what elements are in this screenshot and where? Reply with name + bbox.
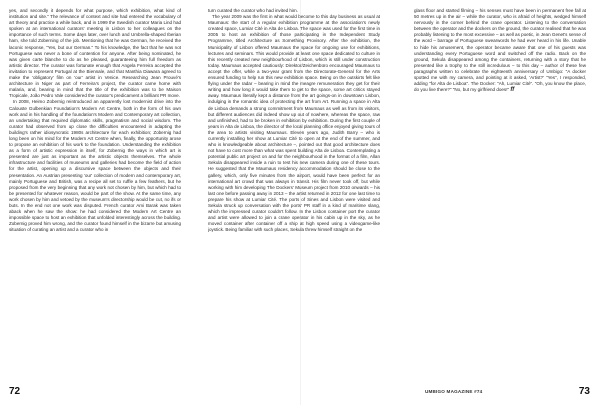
magazine-footer: UMBIGO MAGAZINE #74: [425, 389, 483, 394]
page-number-left: 72: [9, 386, 21, 397]
text-column-2: [208, 8, 380, 376]
paragraph-text: glass floor and started filming – his senses must have been in permanent free fall at 50 metres up in the air – while the curator, who is afraid of heights, wedged himself nervously in the corner behind the crane operator. Listening to the conversation between the operator and the dockers on the ground, the curator realised that he was probably listening to the most excessive – as well as poetic, in Jean Genet's sense of the word – barrage of Portuguese swearwords he had ever heard in his life. Unable to hide his amusement, the operator became aware that one of his guests was understanding every Portuguese word and switched off the radio. Back on the ground, Sekula disappeared among the containers, returning with a story that he presented like a trophy to the still incredulous – to this day – author of these few paragraphs written to celebrate the eighteenth anniversary of Umbigo: "A docker spotted me with my camera, and pointing at it asked, 'Artist?' "Yes", I responded, adding "for Alta de Lisboa". The Docker: "Ah, Lumiar Cité". "Oh, you know the place, do you live there?" "No, but my girlfriend does!": [414, 8, 586, 93]
page-number-right: 73: [578, 386, 590, 397]
text-column-3: [414, 8, 586, 376]
paragraph: In 2008, Heimo Zobernig reintroduced an apparently lost modernist drive into the Calouste Gulbenkian Foundation's Modern Art Centre, both in the form of his own work and in his handling of the foundation's Modern and Contemporary art collection, an undertaking that required diplomatic skills, pragmatism and social wisdom. The curator had observed from up close the difficulties encountered in adapting the building's rather idiosyncratic 1980s architecture for each exhibition; Zobernig had long been on his mind for the Modern Art Centre when, finally, the opportunity arose to propose an exhibition of his work to the foundation. Understanding the exhibition as a form of artistic expression in itself, for Zobernig the ways in which art is presented are just as important as the artistic objects themselves. The whole infrastructure and facilities of museums and galleries had become the field of action for the artist, opening up a discursive space between the objects and their presentation. An Austrian presenting 'our' collection of modern and contemporary art, mainly Portuguese and British, was a recipe all set to ruffle a few feathers, but he proposed from the very beginning that any work not chosen by him, but which had to be presented for whatever reason, would be part of the show. At the same time, any work chosen by him and vetoed by the museum's directorship would be cut, no ifs or buts. In the end not one work was disputed. French curator Ami Barak was taken aback when he saw the show: he had considered the Modern Art Centre an impossible space to host an exhibition that unfolded interestingly across the building. Zobernig proved him wrong, and the curator found himself in the bizarre but amusing situation of curating an artist and a curator who in: [9, 99, 181, 233]
paragraph: turn curated the curator who had invited him.: [208, 8, 298, 13]
paragraph: yes, and secondly it depends for what purpose, which exhibition, what kind of institution and site." The relevance of context and site had entered the vocabulary of art theory and practice a while back, and in 1999 the Swedish curator Maria Lind had spoken at an international curators' meeting in Lisbon to her colleagues on the importance of such terms. Some days later, over lunch and Umbrella-shaped Iberian ham, she told Zoberning of the job. Mentioning that he was German, he received the laconic response, "Yes, but our German." To his knowledge, the fact that he was not Portuguese was never a bone of contention for anyone. After being nominated, he was given carte blanche to do as he pleased, guaranteeing him full freedom as artistic director. The curator was fortunate enough that Angela Ferreira accepted the invitation to represent Portugal at the Biennale, and that Manthia Diawara agreed to make the 'obligatory' film on 'our' artist in Venice. Researching Jean Prouvé's architecture in Niger as part of Ferreira's project, the curator came home with malaria, and, bearing in mind that the title of the exhibition was to be Maison Tropicale, João Pedro Vale considered the curator's predicament a brilliant PR move.: [9, 8, 181, 99]
text-column-1: [9, 8, 181, 376]
paragraph: [414, 8, 586, 93]
paragraph: The year 2009 was the first in what would become to this day business as usual at Maumaus: the start of a regular exhibition programme at the association's newly created space, Lumiar Cité in Alta de Lisboa. The space was used for the first time in 2005 to host an exhibition of those participating in the Independent Study Programme, titled Architecture as Something Provisory. After the exhibition, the Municipality of Lisbon offered Maumaus the space for ongoing use for exhibitions, lectures and seminars. This would provide at least one space dedicated to culture in this recently created new neighbourhood of Lisbon, which is still under construction today. Maumaus accepted cautiously: Direktor/Zeichenbüro encouraged Maumaus to accept the offer, while a two-year grant from the Directorate-General for the Arts ensured funding to help run this new exhibition space. Being on the outskirts felt like flying under the radar – bearing in mind the meagre remuneration they get for their writing and how long it would take them to get to the space, some art critics stayed away. Maumaus literally kept a distance from the art goings-on in downtown Lisbon, indulging in the romantic idea of protecting the art from Art. Running a space in Alta de Lisboa demands a strong commitment from Maumaus as well as from its visitors, but different audiences did indeed show up out of nowhere, whereas the space, raw and unfinished, had to be broken in exhibition by exhibition. During the first couple of years in Alta de Lisboa, the director of the local planning office enjoyed giving tours of the area to artists visiting Maumaus. Eleven years ago, Judith Barry – who is currently installing her show at Lumiar Cité to open at the end of the summer, and who is knowledgeable about architecture –, pointed out that good architecture does not have to cost more than what was spent building Alta de Lisboa. Contemplating a potential public art project on and for the neighbourhood in the format of a film, Allan Sekula disappeared inside a ruin to test his new camera during one of these tours. He suggested that the Maumaus residency accommodation should be close to the gallery, which, only five minutes from the airport, would have been perfect for an international art crowd that was always in transit. His film never took off, but while working with him developing The Dockers' Museum project from 2010 onwards – his last one before passing away in 2013 – the artist returned in 2012 for one last time to prepare his show at Lumiar Cité. The ports of Sines and Lisbon were visited and Sekula struck up conversation with the ports' PR staff in a kind of maritime slang, which the impressed curator couldn't follow. In the Lisbon container port the curator and artist were allowed to join a crane operator in his cabin up in the sky, as he moved container after container off a ship at high speed using a videogame-like joystick. Being familiar with such places, Sekula threw himself straight on the: [208, 14, 380, 233]
end-mark: ff: [510, 87, 515, 94]
